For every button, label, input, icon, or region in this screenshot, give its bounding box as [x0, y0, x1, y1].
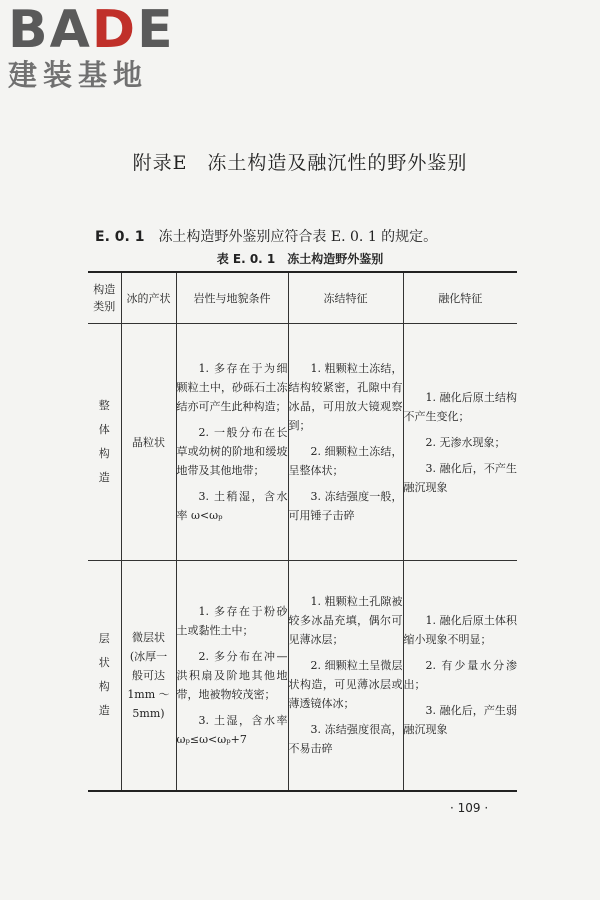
category-char: 体	[98, 423, 110, 436]
row-category	[88, 561, 121, 791]
rock-item: 2. 一般分布在长草或幼树的阶地和缓坡地带及其他地带；	[176, 426, 288, 477]
logo-brand	[8, 0, 175, 60]
rock-item: 3. 土湿，含水率 ωₚ≤ω<ωₚ+7	[176, 713, 288, 746]
page-number: · 109 ·	[450, 801, 489, 815]
rock-item: 3. 土稍湿，含水率 ω<ωₚ	[176, 490, 288, 522]
header-category-line1: 构造	[93, 283, 116, 296]
row-ice	[121, 324, 176, 561]
category-char: 构	[98, 447, 110, 460]
ice-line: 般可达	[132, 668, 165, 682]
thaw-item: 2. 无渗水现象；	[425, 435, 506, 449]
thaw-item: 2. 有少量水分渗出；	[403, 659, 517, 692]
table-title: 表 E. 0. 1 冻土构造野外鉴别	[216, 252, 384, 266]
ice-line: 微层状	[132, 630, 165, 644]
row-rock	[176, 561, 288, 791]
rock-item: 2. 多分布在冲—洪积扇及阶地其他地带，地被物较茂密；	[176, 649, 288, 701]
freeze-item: 2. 细颗粒土冻结，呈整体状；	[288, 445, 403, 477]
freeze-item: 3. 冻结强度很高，不易击碎	[288, 723, 403, 756]
category-char: 造	[98, 704, 110, 718]
category-char: 状	[98, 656, 110, 670]
table-row	[88, 324, 517, 561]
header-thaw: 融化特征	[403, 272, 517, 324]
header-ice: 冰的产状	[121, 272, 176, 324]
clause-paragraph	[95, 226, 437, 246]
clause-text: 冻土构造野外鉴别应符合表 E. 0. 1 的规定。	[158, 229, 438, 245]
row-rock	[176, 324, 288, 561]
thaw-item: 3. 融化后，产生弱融沉现象	[403, 704, 517, 737]
category-char: 构	[98, 680, 110, 694]
row-category	[88, 324, 121, 561]
thaw-item: 3. 融化后，不产生融沉现象	[403, 461, 517, 494]
ice-line: 1mm ～	[127, 687, 170, 701]
category-char: 造	[98, 471, 110, 484]
table-header-row	[88, 272, 517, 324]
logo-subtitle: 建装基地	[8, 58, 149, 92]
freeze-item: 3. 冻结强度一般，可用锤子击碎	[288, 490, 403, 522]
clause-number: E. 0. 1	[95, 229, 145, 245]
ice-line: 5mm)	[132, 706, 165, 720]
logo-brand-suffix: E	[137, 0, 175, 60]
frozen-soil-table	[88, 271, 517, 792]
header-rock: 岩性与地貌条件	[176, 272, 288, 324]
rock-item: 1. 多存在于粉砂土或黏性土中；	[176, 604, 288, 637]
thaw-item: 1. 融化后原土结构不产生变化；	[403, 390, 517, 423]
table-row	[88, 561, 517, 791]
ice-line: 晶粒状	[132, 435, 165, 449]
row-freeze	[288, 324, 403, 561]
rock-item: 1. 多存在于为细颗粒土中，砂砾石土冻结亦可产生此种构造；	[176, 362, 288, 413]
category-char: 层	[98, 632, 110, 646]
logo-brand-accent: D	[91, 0, 138, 60]
category-char: 整	[98, 399, 110, 412]
logo-brand-prefix: BA	[8, 0, 92, 60]
publisher-logo	[8, 0, 175, 92]
row-thaw	[403, 324, 517, 561]
header-category	[88, 272, 121, 324]
freeze-item: 1. 粗颗粒土孔隙被较多冰晶充填，偶尔可见薄冰层；	[288, 595, 403, 647]
header-category-line2: 类别	[93, 300, 116, 313]
row-thaw	[403, 561, 517, 791]
row-ice	[121, 561, 176, 791]
freeze-item: 1. 粗颗粒土冻结，结构较紧密，孔隙中有冰晶，可用放大镜观察到；	[288, 362, 403, 432]
ice-line: (冰厚一	[129, 649, 168, 663]
row-freeze	[288, 561, 403, 791]
freeze-item: 2. 细颗粒土呈微层状构造，可见薄冰层或薄透镜体冰；	[288, 659, 403, 711]
thaw-item: 1. 融化后原土体积缩小现象不明显；	[403, 614, 517, 647]
appendix-title: 附录E 冻土构造及融沉性的野外鉴别	[132, 152, 468, 174]
header-freeze: 冻结特征	[288, 272, 403, 324]
